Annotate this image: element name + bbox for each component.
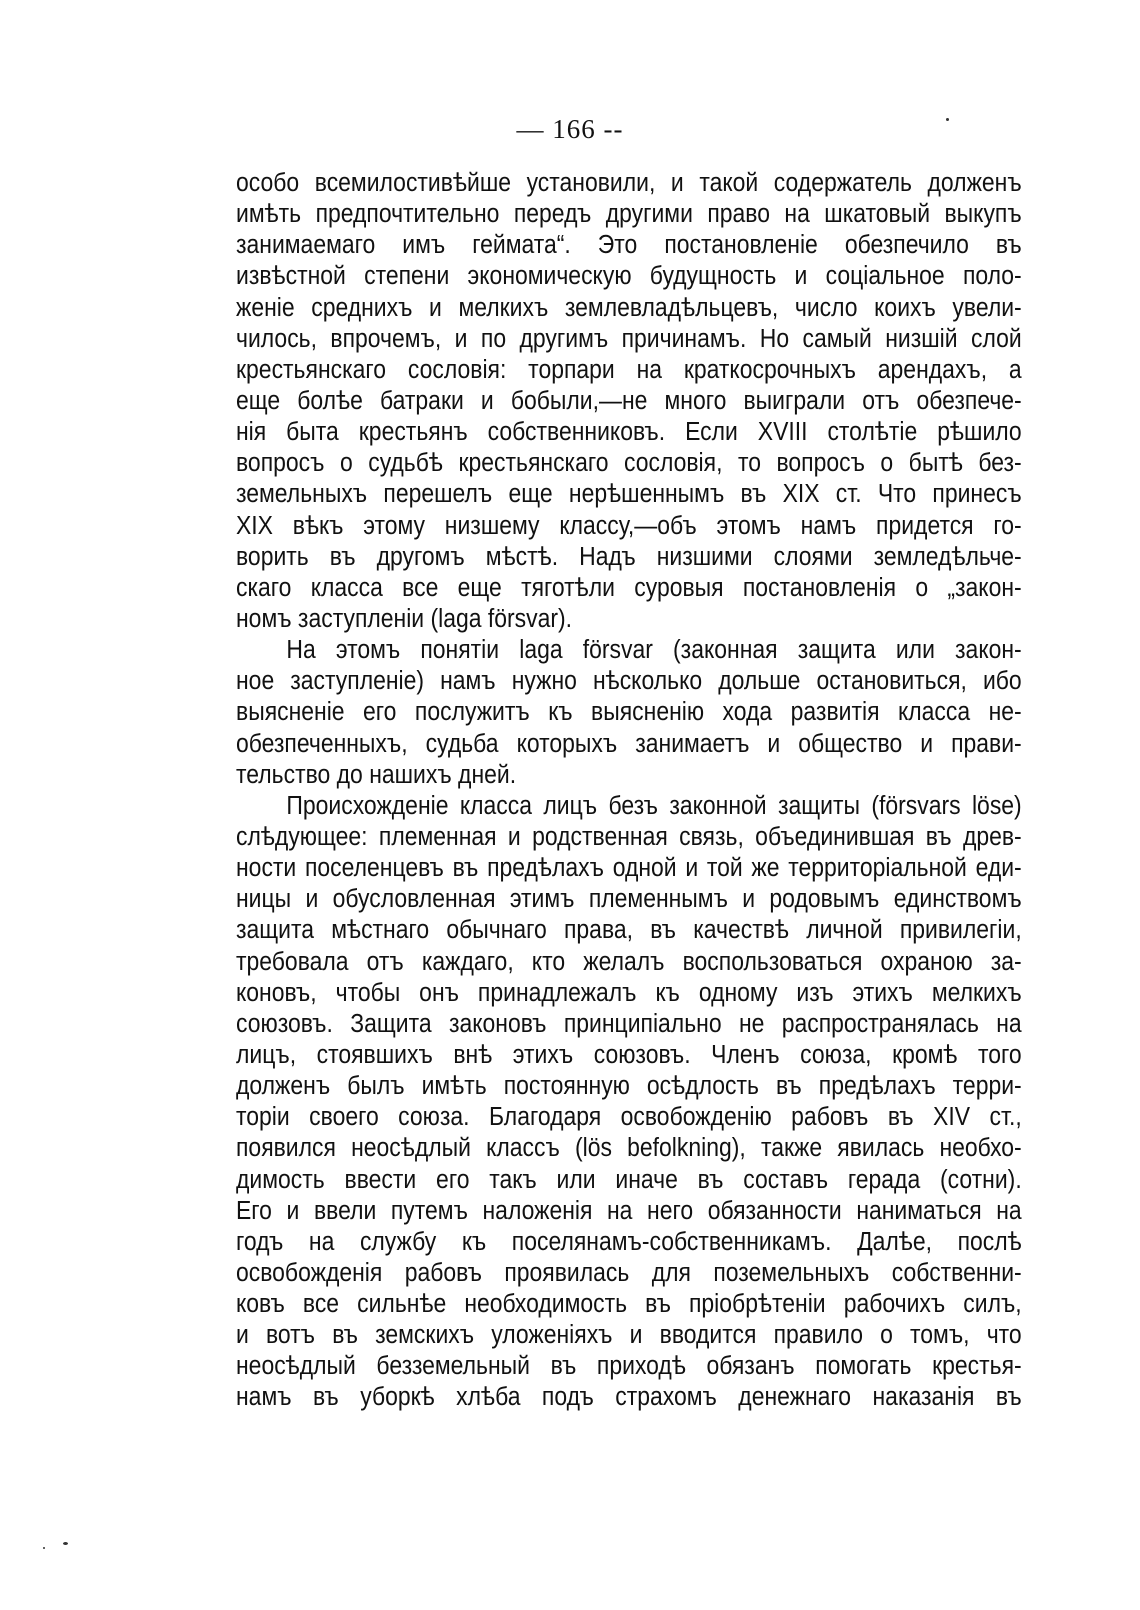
text-line: земельныхъ перешелъ еще нерѣшеннымъ въ XIX ст. Что принесъ	[236, 480, 1022, 509]
text-line: выясненіе его послужитъ къ выясненію хода развитія класса не-	[236, 698, 1022, 727]
text-line: XIX вѣкъ этому низшему классу,—объ этомъ намъ придется го-	[236, 511, 1022, 540]
page-number: — 166 --	[516, 114, 624, 144]
text-line: нія быта крестьянъ собственниковъ. Если XVIII столѣтіе рѣшило	[236, 418, 1022, 447]
scan-speck	[63, 1542, 68, 1545]
text-line: слѣдующее: племенная и родственная связь, объединившая въ древ-	[236, 822, 1022, 851]
text-line: обезпеченныхъ, судьба которыхъ занимаетъ и общество и прави-	[236, 729, 1022, 758]
text-line: тельство до нашихъ дней.	[236, 760, 517, 789]
text-line: еще болѣе батраки и бобыли,—не много выиграли отъ обезпече-	[236, 386, 1022, 415]
text-line: торіи своего союза. Благодаря освобожденію рабовъ въ XIV ст.,	[236, 1103, 1022, 1132]
text-line: скаго класса все еще тяготѣли суровыя постановленія о „закон-	[236, 573, 1022, 602]
text-line: появился неосѣдлый классъ (lös befolkning), также явилась необхо-	[236, 1134, 1022, 1163]
text-line: Его и ввели путемъ наложенія на него обязанности наниматься на	[236, 1196, 1022, 1225]
scan-speck	[946, 118, 949, 121]
text-line: ности поселенцевъ въ предѣлахъ одной и той же территоріальной еди-	[236, 854, 1022, 883]
text-line: вопросъ о судьбѣ крестьянскаго сословія, то вопросъ о бытѣ без-	[236, 449, 1022, 478]
text-line: и вотъ въ земскихъ уложеніяхъ и вводится правило о томъ, что	[236, 1321, 1022, 1350]
text-body	[236, 168, 1022, 1414]
paragraph	[236, 168, 1022, 635]
text-line: Происхожденіе класса лицъ безъ законной защиты (försvars löse)	[286, 791, 1022, 820]
text-line: димость ввести его такъ или иначе въ составъ герада (сотни).	[236, 1165, 1022, 1194]
text-line: союзовъ. Защита законовъ принципіально не распространялась на	[236, 1009, 1022, 1038]
text-line: чилось, впрочемъ, и по другимъ причинамъ. Но самый низшій слой	[236, 324, 1022, 353]
text-line: лицъ, стоявшихъ внѣ этихъ союзовъ. Членъ союза, кромѣ того	[236, 1040, 1022, 1069]
text-line: долженъ былъ имѣть постоянную осѣдлость въ предѣлахъ терри-	[236, 1072, 1022, 1101]
text-line: ковъ все сильнѣе необходимость въ пріобрѣтеніи рабочихъ силъ,	[236, 1290, 1022, 1319]
text-line: неосѣдлый безземельный въ приходѣ обязанъ помогать крестья-	[236, 1352, 1022, 1381]
text-line: годъ на службу къ поселянамъ-собственникамъ. Далѣе, послѣ	[236, 1227, 1022, 1256]
text-line: ное заступленіе) намъ нужно нѣсколько дольше остановиться, ибо	[236, 667, 1022, 696]
text-line: На этомъ понятіи laga försvar (законная защита или закон-	[286, 636, 1022, 665]
text-line: крестьянскаго сословія: торпари на краткосрочныхъ арендахъ, а	[236, 355, 1022, 384]
paragraph	[236, 791, 1022, 1414]
text-line: особо всемилостивѣйше установили, и такой содержатель долженъ	[236, 169, 1022, 197]
text-line: коновъ, чтобы онъ принадлежалъ къ одному изъ этихъ мелкихъ	[236, 978, 1022, 1007]
paragraph	[236, 635, 1022, 791]
text-line: намъ въ уборкѣ хлѣба подъ страхомъ денежнаго наказанія въ	[236, 1383, 1022, 1412]
scan-speck	[43, 1547, 45, 1549]
text-line: номъ заступленіи (laga försvar).	[236, 604, 573, 633]
text-line: защита мѣстнаго обычнаго права, въ качествѣ личной привилегіи,	[236, 916, 1022, 945]
text-line: женіе среднихъ и мелкихъ землевладѣльцевъ, число коихъ увели-	[236, 293, 1022, 322]
text-line: имѣть предпочтительно передъ другими право на шкатовый выкупъ	[236, 200, 1022, 229]
text-line: ворить въ другомъ мѣстѣ. Надъ низшими слоями земледѣльче-	[236, 542, 1022, 571]
text-line: извѣстной степени экономическую будущность и соціальное поло-	[236, 262, 1022, 291]
text-line: освобожденія рабовъ проявилась для поземельныхъ собственни-	[236, 1258, 1022, 1287]
text-line: занимаемаго имъ геймата“. Это постановленіе обезпечило въ	[236, 231, 1022, 260]
text-line: требовала отъ каждаго, кто желалъ воспользоваться охраною за-	[236, 947, 1022, 976]
text-line: ницы и обусловленная этимъ племеннымъ и родовымъ единствомъ	[236, 885, 1022, 914]
